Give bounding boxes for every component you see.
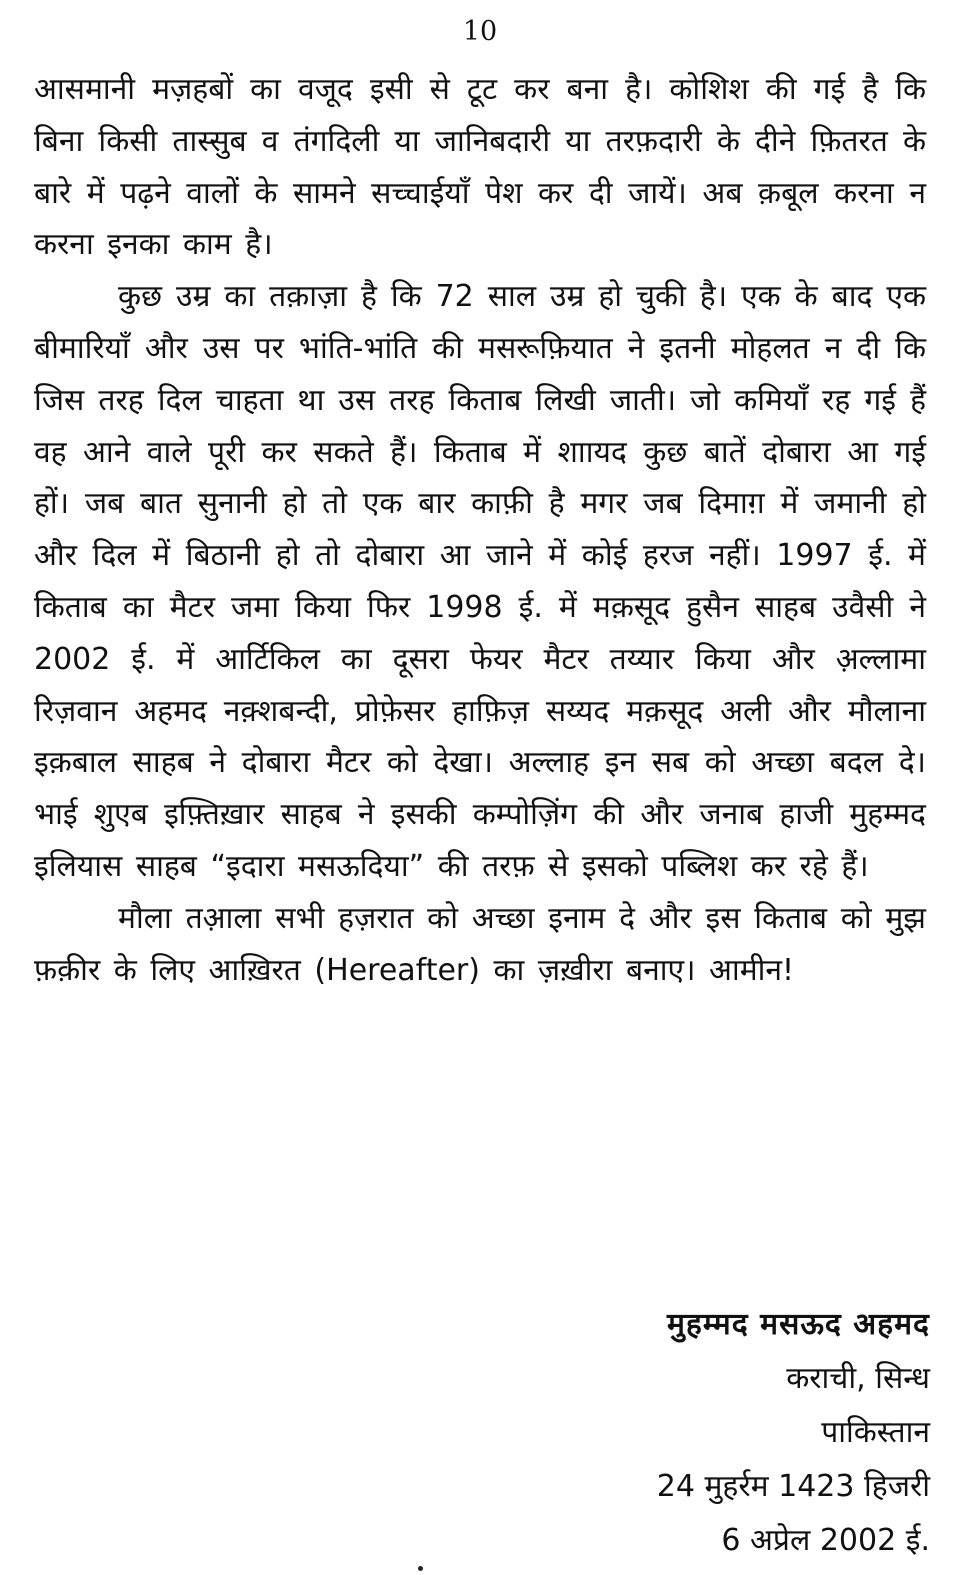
paragraph-2: कुछ उम्र का तक़ाज़ा है कि 72 साल उम्र हो चुकी है। एक के बाद एक बीमारियाँ और उस पर भांति-भांति की मसरूफ़ियात ने इतनी मोहलत न दी कि जिस तरह दिल चाहता था उस तरह किताब लिखी जाती। जो कमियाँ रह गई हैं वह आने वाले पूरी कर सकते हैं। किताब में शाायद कुछ बातें दोबारा आ गई हों। जब बात सुनानी हो तो एक बार काफ़ी है मगर जब दिमाग़ में जमानी हो और दिल में बिठानी हो तो दोबारा आ जाने में कोई हरज नहीं। 1997 ई. में किताब का मैटर जमा किया फिर 1998 ई. में मक़सूद हुसैन साहब उवैसी ने 2002 ई. में आर्टिकिल का दूसरा फेयर मैटर तय्यार किया और अ़ल्लामा रिज़वान अहमद नक़्शबन्दी, प्रोफ़ेसर हाफ़िज़ सय्यद मक़सूद अली और मौलाना इक़बाल साहब ने दोबारा मैटर को देखा। अल्लाह इन सब को अच्छा बदल दे। भाई शुएब इफ़्तिख़ार साहब ने इसकी कम्पोज़िंग की और जनाब हाजी मुहम्मद इलियास साहब “इदारा मसऊदिया” की तरफ़ से इसको पब्लिश कर रहे हैं। bbox=[34, 279, 926, 884]
paragraph-3: मौला तआ़ला सभी हज़रात को अच्छा इनाम दे और इस किताब को मुझ फ़क़ीर के लिए आख़िरत (Hereafter) का ज़ख़ीरा बनाए। आमीन! bbox=[34, 900, 926, 988]
signature-block bbox=[430, 1298, 930, 1568]
signature-name: मुहम्मद मसऊद अहमद bbox=[666, 1307, 930, 1342]
page-number: 10 bbox=[462, 16, 498, 47]
signature-gregorian-date: 6 अप्रेल 2002 ई. bbox=[721, 1523, 930, 1558]
signature-country: पाकिस्तान bbox=[821, 1415, 930, 1450]
signature-city: कराची, सिन्ध bbox=[786, 1361, 930, 1396]
signature-hijri-date: 24 मुहर्रम 1423 हिजरी bbox=[656, 1469, 930, 1504]
paragraph-1: आसमानी मज़हबों का वजूद इसी से टूट कर बना है। कोशिश की गई है कि बिना किसी तास्सुब व तंगदिली या जानिबदारी या तरफ़दारी के दीने फ़ितरत के बारे में पढ़ने वालों के सामने सच्चाईयाँ पेश कर दी जायें। अब क़बूल करना न करना इनका काम है। bbox=[34, 72, 926, 263]
print-speck bbox=[418, 1566, 423, 1571]
body-text bbox=[34, 64, 926, 996]
